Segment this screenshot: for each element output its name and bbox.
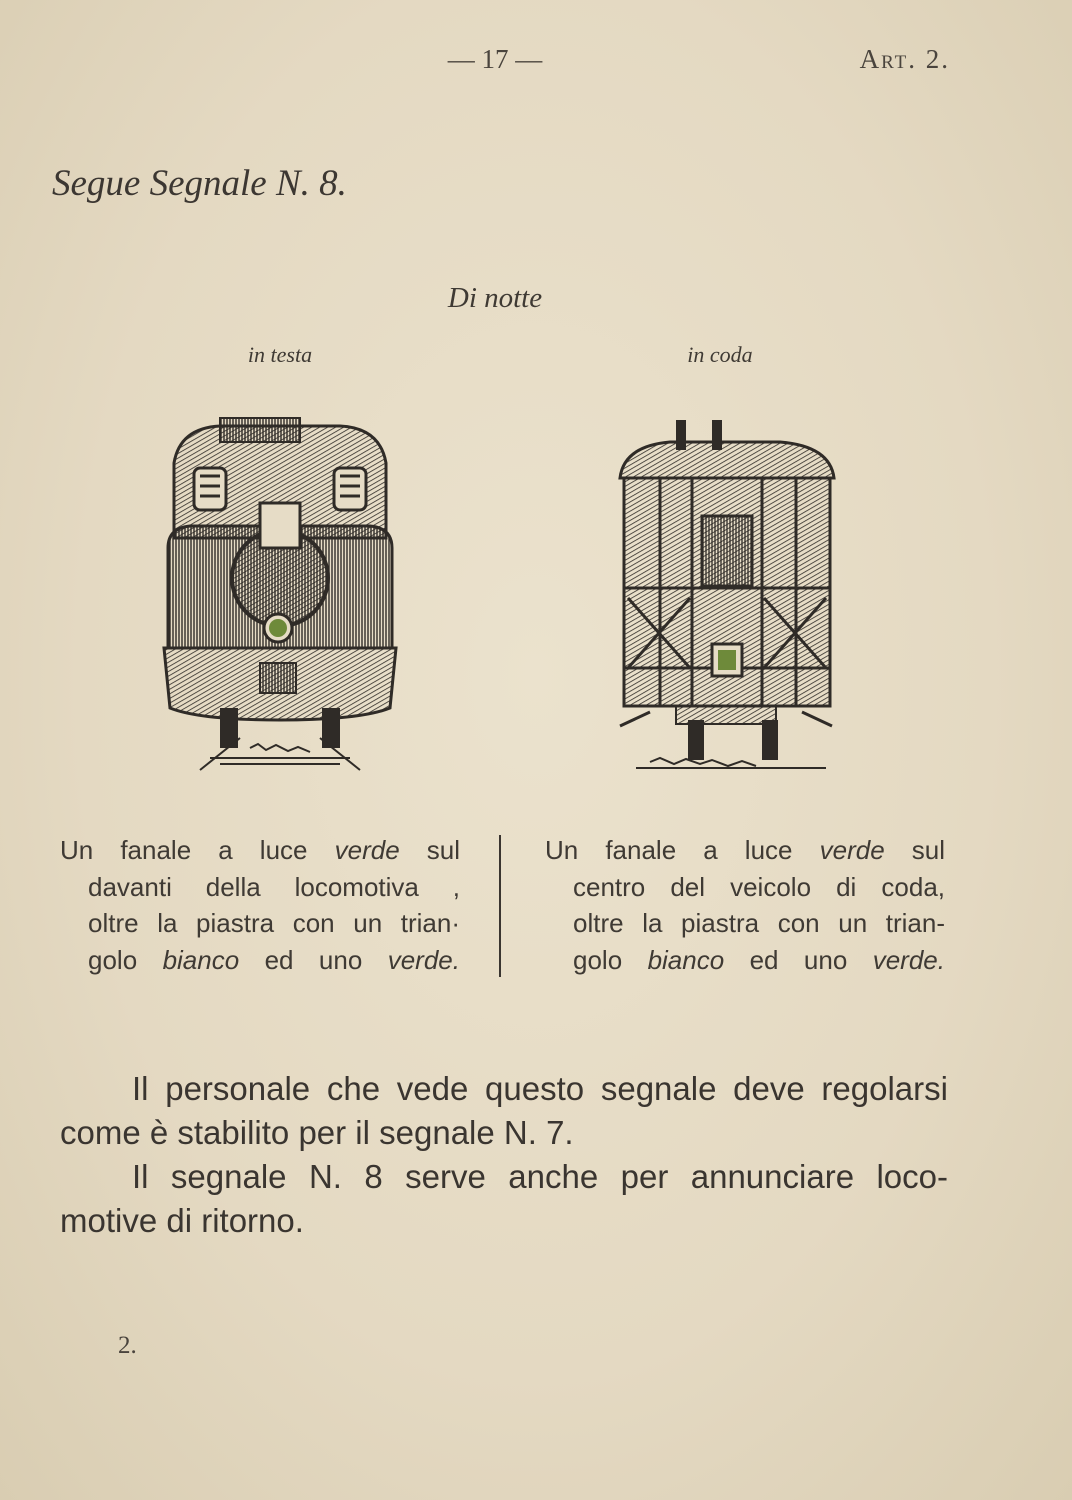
- body-line-3: Il segnale N. 8 serve anche per annunciare loco-: [132, 1158, 948, 1195]
- right-line-4: golo bianco ed uno verde.: [573, 944, 945, 975]
- caption-tail: in coda: [687, 342, 753, 367]
- body-line-4: motive di ritorno.: [60, 1202, 304, 1239]
- body-line-1: Il personale che vede questo segnale deve regolarsi: [132, 1070, 948, 1107]
- left-line-2: davanti della locomotiva ,: [88, 871, 460, 902]
- right-line-1: Un fanale a luce verde sul: [545, 835, 945, 865]
- green-lamp-icon: [718, 650, 736, 670]
- signature-mark: 2.: [118, 1332, 137, 1359]
- left-line-3: oltre la piastra con un trian·: [88, 908, 460, 938]
- green-lamp-icon: [269, 619, 287, 637]
- column-divider: [499, 835, 501, 977]
- tail-vehicle-illustration: [600, 408, 850, 788]
- article-label: Art. 2.: [859, 44, 950, 74]
- body-line-2: come è stabilito per il segnale N. 7.: [60, 1114, 574, 1151]
- left-line-1: Un fanale a luce verde sul: [60, 835, 460, 865]
- left-description: [60, 832, 460, 978]
- caption-head: in testa: [247, 342, 313, 367]
- left-line-4: golo bianco ed uno verde.: [88, 944, 460, 975]
- locomotive-illustration: [160, 408, 400, 788]
- right-description: [545, 832, 945, 978]
- section-subtitle: Di notte: [447, 282, 543, 314]
- page-title: Segue Segnale N. 8.: [52, 163, 347, 204]
- body-paragraph: [60, 1067, 948, 1243]
- right-line-2: centro del veicolo di coda,: [573, 871, 945, 902]
- right-line-3: oltre la piastra con un trian-: [573, 908, 945, 938]
- page-number: — 17 —: [447, 44, 543, 74]
